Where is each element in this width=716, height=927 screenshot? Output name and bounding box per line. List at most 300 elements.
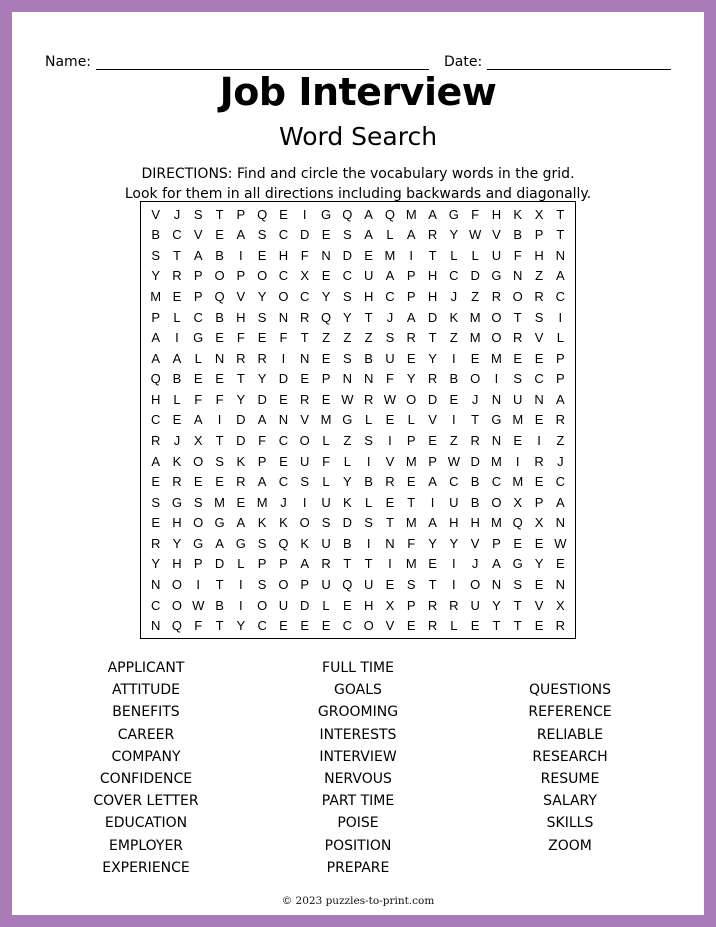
grid-cell[interactable]: K — [279, 515, 288, 531]
grid-cell[interactable]: T — [513, 618, 522, 634]
grid-cell[interactable]: R — [236, 350, 246, 366]
grid-cell[interactable]: A — [151, 350, 160, 366]
grid-cell[interactable]: M — [405, 515, 417, 531]
grid-cell[interactable]: P — [534, 494, 544, 510]
grid-cell[interactable]: I — [452, 350, 456, 366]
grid-cell[interactable]: P — [236, 268, 246, 284]
grid-cell[interactable]: D — [278, 371, 289, 387]
grid-cell[interactable]: C — [555, 474, 566, 490]
grid-cell[interactable]: T — [300, 330, 309, 346]
grid-cell[interactable]: C — [449, 268, 459, 284]
grid-cell[interactable]: E — [364, 247, 373, 263]
grid-cell[interactable]: I — [388, 433, 392, 449]
grid-cell[interactable]: I — [175, 330, 179, 346]
grid-cell[interactable]: N — [321, 247, 331, 263]
grid-cell[interactable]: B — [215, 247, 224, 263]
grid-cell[interactable]: G — [491, 412, 502, 428]
grid-cell[interactable]: Q — [384, 206, 395, 222]
grid-cell[interactable]: H — [534, 247, 544, 263]
grid-cell[interactable]: C — [278, 268, 289, 284]
grid-cell[interactable]: L — [173, 309, 181, 325]
grid-cell[interactable]: O — [491, 309, 502, 325]
grid-cell[interactable]: F — [194, 618, 203, 634]
grid-cell[interactable]: Q — [320, 309, 332, 325]
grid-cell[interactable]: L — [450, 247, 458, 263]
grid-cell[interactable]: A — [215, 535, 224, 551]
grid-cell[interactable]: R — [534, 453, 544, 469]
grid-cell[interactable]: A — [492, 556, 501, 572]
grid-cell[interactable]: P — [151, 309, 160, 325]
grid-cell[interactable]: E — [513, 433, 523, 449]
grid-cell[interactable]: V — [385, 453, 395, 469]
grid-cell[interactable]: F — [471, 206, 480, 222]
grid-cell[interactable]: N — [491, 577, 502, 593]
grid-cell[interactable]: Z — [343, 330, 352, 346]
grid-cell[interactable]: H — [363, 289, 374, 305]
grid-cell[interactable]: S — [364, 515, 373, 531]
grid-cell[interactable]: N — [491, 391, 502, 407]
grid-cell[interactable]: D — [257, 391, 267, 407]
grid-cell[interactable]: U — [385, 350, 395, 366]
grid-cell[interactable]: R — [491, 289, 502, 305]
grid-cell[interactable]: C — [300, 289, 310, 305]
grid-cell[interactable]: Z — [364, 330, 373, 346]
grid-cell[interactable]: M — [491, 453, 502, 469]
grid-cell[interactable]: L — [365, 412, 373, 428]
grid-cell[interactable]: F — [385, 371, 394, 387]
grid-cell[interactable]: N — [385, 535, 395, 551]
grid-cell[interactable]: N — [534, 391, 544, 407]
grid-cell[interactable]: E — [257, 330, 267, 346]
grid-cell[interactable]: Z — [471, 289, 480, 305]
grid-cell[interactable]: G — [448, 206, 459, 222]
grid-cell[interactable]: I — [196, 577, 201, 593]
grid-cell[interactable]: F — [194, 391, 203, 407]
grid-cell[interactable]: J — [471, 556, 479, 572]
grid-cell[interactable]: C — [150, 597, 161, 613]
grid-cell[interactable]: W — [554, 535, 567, 551]
grid-cell[interactable]: O — [257, 597, 268, 613]
grid-cell[interactable]: O — [512, 289, 523, 305]
grid-cell[interactable]: S — [406, 577, 416, 593]
grid-cell[interactable]: C — [342, 618, 353, 634]
grid-cell[interactable]: O — [171, 577, 182, 593]
grid-cell[interactable]: P — [300, 577, 310, 593]
grid-cell[interactable]: N — [150, 577, 161, 593]
grid-cell[interactable]: U — [363, 577, 374, 593]
grid-cell[interactable]: M — [320, 412, 332, 428]
grid-cell[interactable]: P — [406, 268, 416, 284]
grid-cell[interactable]: X — [300, 268, 310, 284]
grid-cell[interactable]: G — [193, 535, 204, 551]
grid-cell[interactable]: D — [427, 309, 438, 325]
grid-cell[interactable]: X — [193, 433, 203, 449]
grid-cell[interactable]: B — [215, 309, 224, 325]
grid-cell[interactable]: Y — [321, 289, 331, 305]
grid-cell[interactable]: U — [513, 391, 523, 407]
grid-cell[interactable]: B — [513, 227, 523, 243]
grid-cell[interactable]: T — [513, 309, 522, 325]
grid-cell[interactable]: R — [257, 350, 267, 366]
grid-cell[interactable]: E — [534, 350, 544, 366]
grid-cell[interactable]: G — [512, 556, 523, 572]
grid-cell[interactable]: L — [556, 330, 564, 346]
grid-cell[interactable]: F — [215, 391, 224, 407]
grid-cell[interactable]: E — [172, 412, 182, 428]
grid-cell[interactable]: I — [302, 494, 307, 510]
grid-cell[interactable]: I — [239, 577, 243, 593]
grid-cell[interactable]: C — [555, 289, 566, 305]
grid-cell[interactable]: L — [322, 433, 330, 449]
grid-cell[interactable]: M — [491, 350, 502, 366]
grid-cell[interactable]: W — [469, 227, 482, 243]
grid-cell[interactable]: S — [513, 371, 523, 387]
grid-cell[interactable]: R — [150, 433, 161, 449]
grid-cell[interactable]: M — [469, 309, 481, 325]
grid-cell[interactable]: A — [257, 412, 267, 428]
grid-cell[interactable]: C — [491, 474, 502, 490]
grid-cell[interactable]: H — [172, 556, 182, 572]
grid-cell[interactable]: B — [470, 474, 480, 490]
grid-cell[interactable]: R — [427, 618, 438, 634]
grid-cell[interactable]: E — [300, 618, 310, 634]
grid-cell[interactable]: N — [363, 371, 374, 387]
grid-cell[interactable]: Z — [556, 433, 565, 449]
grid-cell[interactable]: T — [215, 577, 224, 593]
grid-cell[interactable]: A — [556, 391, 565, 407]
grid-cell[interactable]: E — [385, 412, 395, 428]
grid-cell[interactable]: E — [470, 350, 480, 366]
grid-cell[interactable]: N — [513, 268, 523, 284]
grid-cell[interactable]: T — [236, 371, 245, 387]
grid-cell[interactable]: Q — [257, 206, 268, 222]
grid-cell[interactable]: E — [215, 474, 224, 490]
grid-cell[interactable]: O — [470, 371, 481, 387]
grid-cell[interactable]: N — [214, 350, 225, 366]
grid-cell[interactable]: K — [513, 206, 523, 222]
grid-cell[interactable]: O — [214, 268, 225, 284]
grid-cell[interactable]: P — [236, 206, 246, 222]
grid-cell[interactable]: E — [193, 371, 203, 387]
grid-cell[interactable]: E — [556, 556, 565, 572]
grid-cell[interactable]: F — [322, 453, 331, 469]
grid-cell[interactable]: O — [491, 330, 502, 346]
grid-cell[interactable]: C — [278, 433, 289, 449]
grid-cell[interactable]: N — [555, 247, 566, 263]
grid-cell[interactable]: U — [300, 453, 310, 469]
grid-cell[interactable]: R — [513, 330, 523, 346]
grid-cell[interactable]: M — [405, 453, 417, 469]
grid-cell[interactable]: H — [278, 247, 289, 263]
grid-cell[interactable]: T — [492, 618, 501, 634]
grid-cell[interactable]: S — [300, 474, 310, 490]
grid-cell[interactable]: R — [321, 556, 331, 572]
grid-cell[interactable]: I — [409, 247, 414, 263]
grid-cell[interactable]: S — [534, 309, 544, 325]
grid-cell[interactable]: L — [322, 597, 330, 613]
grid-cell[interactable]: Q — [150, 371, 161, 387]
grid-cell[interactable]: R — [385, 474, 395, 490]
grid-cell[interactable]: Y — [343, 309, 352, 325]
grid-cell[interactable]: M — [405, 556, 417, 572]
name-field-line[interactable] — [96, 55, 429, 70]
grid-cell[interactable]: V — [428, 412, 437, 428]
grid-cell[interactable]: V — [236, 289, 246, 305]
grid-cell[interactable]: T — [364, 309, 373, 325]
grid-cell[interactable]: E — [193, 474, 203, 490]
grid-cell[interactable]: C — [342, 268, 353, 284]
grid-cell[interactable]: T — [556, 227, 565, 243]
grid-cell[interactable]: F — [279, 330, 288, 346]
grid-cell[interactable]: F — [300, 247, 309, 263]
grid-cell[interactable]: L — [407, 412, 415, 428]
grid-cell[interactable]: J — [450, 289, 458, 305]
grid-cell[interactable]: A — [172, 350, 182, 366]
grid-cell[interactable]: L — [471, 247, 479, 263]
grid-cell[interactable]: S — [215, 453, 224, 469]
grid-cell[interactable]: A — [428, 474, 437, 490]
grid-cell[interactable]: P — [193, 289, 203, 305]
grid-cell[interactable]: T — [215, 206, 224, 222]
grid-cell[interactable]: Y — [428, 535, 437, 551]
grid-cell[interactable]: P — [257, 556, 267, 572]
grid-cell[interactable]: S — [151, 247, 160, 263]
grid-cell[interactable]: K — [257, 515, 267, 531]
grid-cell[interactable]: P — [193, 268, 203, 284]
grid-cell[interactable]: K — [236, 453, 246, 469]
grid-cell[interactable]: B — [215, 597, 224, 613]
grid-cell[interactable]: I — [302, 206, 307, 222]
grid-cell[interactable]: U — [470, 597, 480, 613]
grid-cell[interactable]: D — [300, 597, 310, 613]
grid-cell[interactable]: P — [428, 453, 437, 469]
grid-cell[interactable]: A — [364, 206, 373, 222]
grid-cell[interactable]: N — [555, 515, 566, 531]
grid-cell[interactable]: Y — [449, 227, 459, 243]
grid-cell[interactable]: L — [343, 453, 351, 469]
grid-cell[interactable]: T — [513, 597, 522, 613]
grid-cell[interactable]: G — [320, 206, 332, 222]
grid-cell[interactable]: Q — [214, 289, 225, 305]
grid-cell[interactable]: C — [172, 227, 182, 243]
grid-cell[interactable]: R — [427, 371, 438, 387]
grid-cell[interactable]: T — [471, 412, 480, 428]
grid-cell[interactable]: E — [300, 371, 310, 387]
grid-cell[interactable]: L — [194, 350, 202, 366]
grid-cell[interactable]: V — [470, 535, 480, 551]
grid-cell[interactable]: D — [427, 391, 438, 407]
grid-cell[interactable]: Y — [449, 535, 459, 551]
grid-cell[interactable]: X — [513, 494, 523, 510]
grid-cell[interactable]: Q — [278, 535, 289, 551]
grid-cell[interactable]: R — [449, 597, 459, 613]
grid-cell[interactable]: P — [556, 350, 565, 366]
grid-cell[interactable]: R — [236, 474, 246, 490]
grid-cell[interactable]: Y — [257, 371, 267, 387]
grid-cell[interactable]: E — [428, 433, 437, 449]
grid-cell[interactable]: H — [449, 515, 459, 531]
grid-cell[interactable]: Y — [236, 618, 246, 634]
grid-cell[interactable]: A — [428, 515, 437, 531]
grid-cell[interactable]: R — [150, 535, 161, 551]
grid-cell[interactable]: O — [491, 494, 502, 510]
grid-cell[interactable]: M — [150, 289, 162, 305]
grid-cell[interactable]: E — [534, 618, 544, 634]
grid-cell[interactable]: R — [300, 391, 310, 407]
grid-cell[interactable]: P — [321, 371, 331, 387]
grid-cell[interactable]: Z — [449, 433, 458, 449]
grid-cell[interactable]: H — [470, 515, 480, 531]
grid-cell[interactable]: B — [364, 350, 373, 366]
grid-cell[interactable]: E — [215, 227, 224, 243]
grid-cell[interactable]: R — [172, 474, 182, 490]
grid-cell[interactable]: V — [534, 330, 544, 346]
grid-cell[interactable]: M — [214, 494, 225, 510]
grid-cell[interactable]: Y — [492, 597, 501, 613]
grid-cell[interactable]: X — [534, 206, 544, 222]
grid-cell[interactable]: P — [406, 289, 416, 305]
grid-cell[interactable]: S — [321, 515, 331, 531]
word-search-grid[interactable] — [140, 201, 576, 639]
grid-cell[interactable]: O — [278, 289, 289, 305]
grid-cell[interactable]: R — [534, 289, 544, 305]
grid-cell[interactable]: T — [215, 433, 224, 449]
grid-cell[interactable]: S — [385, 330, 395, 346]
grid-cell[interactable]: T — [364, 556, 373, 572]
grid-cell[interactable]: T — [407, 494, 416, 510]
grid-cell[interactable]: C — [534, 371, 544, 387]
grid-cell[interactable]: H — [427, 268, 438, 284]
grid-cell[interactable]: H — [363, 597, 374, 613]
grid-cell[interactable]: X — [534, 515, 544, 531]
grid-cell[interactable]: I — [537, 433, 541, 449]
grid-cell[interactable]: E — [215, 371, 224, 387]
grid-cell[interactable]: V — [534, 597, 544, 613]
grid-cell[interactable]: Y — [151, 556, 160, 572]
grid-cell[interactable]: H — [236, 309, 246, 325]
grid-cell[interactable]: N — [342, 371, 353, 387]
grid-cell[interactable]: S — [364, 433, 373, 449]
grid-cell[interactable]: M — [469, 330, 481, 346]
grid-cell[interactable]: S — [151, 494, 160, 510]
grid-cell[interactable]: I — [239, 597, 243, 613]
grid-cell[interactable]: E — [321, 268, 331, 284]
grid-cell[interactable]: J — [173, 206, 181, 222]
grid-cell[interactable]: V — [300, 412, 310, 428]
grid-cell[interactable]: O — [363, 618, 374, 634]
grid-cell[interactable]: B — [172, 371, 182, 387]
grid-cell[interactable]: E — [343, 597, 352, 613]
grid-cell[interactable]: E — [279, 618, 288, 634]
grid-cell[interactable]: N — [278, 412, 289, 428]
grid-cell[interactable]: E — [279, 206, 288, 222]
grid-cell[interactable]: Y — [257, 289, 267, 305]
grid-cell[interactable]: K — [449, 309, 459, 325]
grid-cell[interactable]: Z — [449, 330, 458, 346]
grid-cell[interactable]: K — [172, 453, 182, 469]
grid-cell[interactable]: C — [257, 618, 267, 634]
grid-cell[interactable]: P — [257, 453, 267, 469]
grid-cell[interactable]: J — [386, 309, 394, 325]
grid-cell[interactable]: I — [281, 350, 286, 366]
grid-cell[interactable]: R — [427, 597, 438, 613]
grid-cell[interactable]: T — [428, 247, 437, 263]
grid-cell[interactable]: A — [151, 330, 160, 346]
grid-cell[interactable]: Q — [342, 577, 353, 593]
grid-cell[interactable]: D — [342, 247, 353, 263]
grid-cell[interactable]: Y — [151, 268, 160, 284]
grid-cell[interactable]: A — [428, 206, 437, 222]
grid-cell[interactable]: R — [470, 433, 480, 449]
grid-cell[interactable]: U — [363, 268, 374, 284]
grid-cell[interactable]: P — [556, 371, 565, 387]
grid-cell[interactable]: P — [279, 556, 288, 572]
grid-cell[interactable]: U — [278, 597, 289, 613]
grid-cell[interactable]: N — [491, 433, 502, 449]
grid-cell[interactable]: E — [151, 474, 160, 490]
date-field-line[interactable] — [487, 55, 671, 70]
grid-cell[interactable]: E — [470, 618, 480, 634]
grid-cell[interactable]: R — [555, 412, 566, 428]
grid-cell[interactable]: A — [385, 268, 395, 284]
grid-cell[interactable]: I — [366, 535, 371, 551]
grid-cell[interactable]: Q — [342, 206, 353, 222]
grid-cell[interactable]: T — [215, 618, 224, 634]
grid-cell[interactable]: R — [363, 391, 374, 407]
grid-cell[interactable]: Y — [428, 350, 437, 366]
grid-cell[interactable]: J — [471, 391, 479, 407]
grid-cell[interactable]: M — [512, 474, 524, 490]
grid-cell[interactable]: S — [343, 289, 352, 305]
grid-cell[interactable]: H — [172, 515, 182, 531]
grid-cell[interactable]: B — [470, 494, 480, 510]
grid-cell[interactable]: E — [385, 494, 395, 510]
grid-cell[interactable]: I — [366, 453, 371, 469]
grid-cell[interactable]: B — [449, 371, 459, 387]
grid-cell[interactable]: E — [406, 618, 416, 634]
grid-cell[interactable]: U — [321, 535, 331, 551]
grid-cell[interactable]: G — [171, 494, 182, 510]
grid-cell[interactable]: W — [447, 453, 460, 469]
grid-cell[interactable]: E — [449, 391, 459, 407]
grid-cell[interactable]: D — [236, 433, 246, 449]
grid-cell[interactable]: Q — [171, 618, 182, 634]
grid-cell[interactable]: N — [278, 309, 289, 325]
grid-cell[interactable]: O — [257, 268, 268, 284]
grid-cell[interactable]: C — [193, 309, 203, 325]
grid-cell[interactable]: P — [534, 227, 544, 243]
grid-cell[interactable]: A — [236, 515, 246, 531]
grid-cell[interactable]: I — [452, 577, 456, 593]
grid-cell[interactable]: O — [278, 577, 289, 593]
grid-cell[interactable]: A — [193, 247, 203, 263]
grid-cell[interactable]: W — [341, 391, 354, 407]
grid-cell[interactable]: C — [150, 412, 161, 428]
grid-cell[interactable]: R — [300, 309, 310, 325]
grid-cell[interactable]: T — [428, 330, 437, 346]
grid-cell[interactable]: M — [256, 494, 268, 510]
grid-cell[interactable]: O — [171, 597, 182, 613]
grid-cell[interactable]: Y — [172, 535, 182, 551]
grid-cell[interactable]: A — [556, 494, 565, 510]
grid-cell[interactable]: T — [385, 515, 394, 531]
grid-cell[interactable]: E — [321, 227, 331, 243]
grid-cell[interactable]: Y — [534, 556, 544, 572]
grid-cell[interactable]: P — [193, 556, 203, 572]
grid-cell[interactable]: I — [558, 309, 563, 325]
grid-cell[interactable]: A — [406, 309, 416, 325]
grid-cell[interactable]: R — [406, 330, 416, 346]
